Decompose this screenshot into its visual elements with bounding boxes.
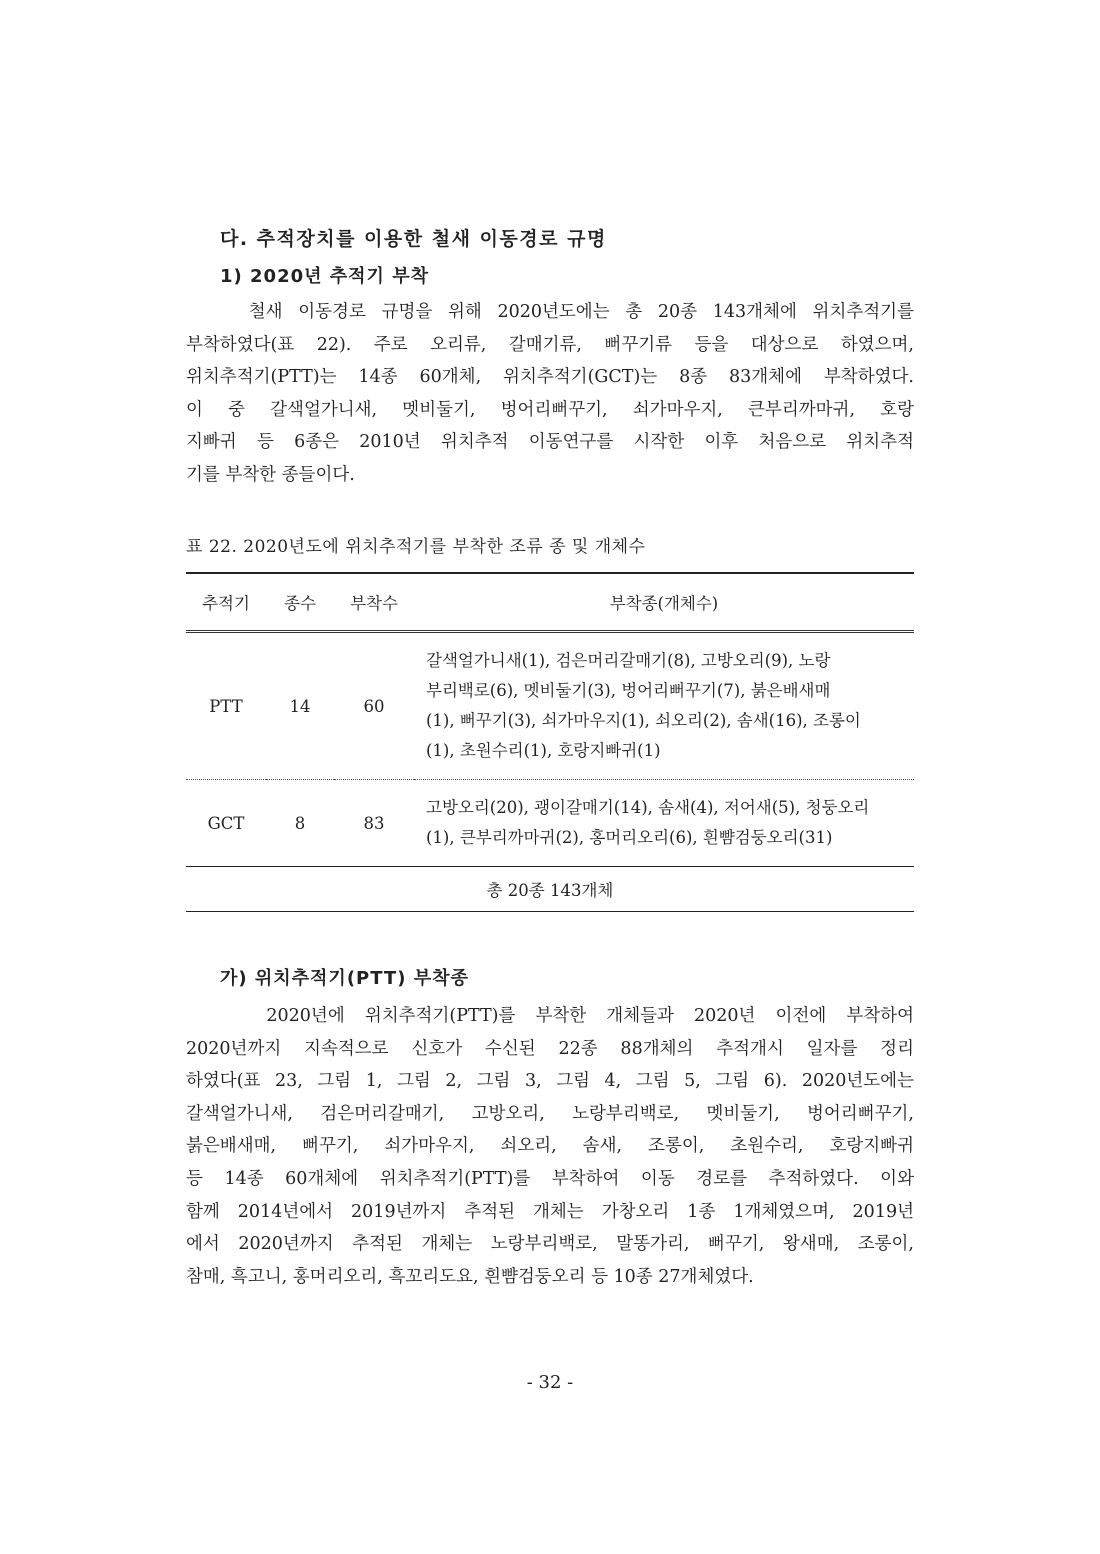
- cell-tracker: PTT: [186, 632, 266, 780]
- header-species-list: 부착종(개체수): [414, 573, 914, 632]
- species-line: (1), 큰부리까마귀(2), 홍머리오리(6), 흰뺨검둥오리(31): [426, 828, 833, 847]
- subsection-heading-2020-tracker: 1) 2020년 추적기 부착: [220, 266, 429, 287]
- paragraph-line: 이 중 갈색얼가니새, 멧비둘기, 벙어리뻐꾸기, 쇠가마우지, 큰부리까마귀, 호랑: [186, 399, 914, 420]
- page-number: - 32 -: [526, 1372, 574, 1393]
- species-line: (1), 뻐꾸기(3), 쇠가마우지(1), 쇠오리(2), 솜새(16), 조롱이: [426, 711, 861, 730]
- header-species-count: 종수: [266, 573, 334, 632]
- tracker-species-table: [186, 572, 914, 912]
- paragraph-line: 갈색얼가니새, 검은머리갈매기, 고방오리, 노랑부리백로, 멧비둘기, 벙어리뻐꾸기,: [186, 1103, 914, 1124]
- table-row: [186, 632, 914, 780]
- paragraph-line: 2020년까지 지속적으로 신호가 수신된 22종 88개체의 추적개시 일자를 정리: [186, 1038, 914, 1059]
- header-tracker: 추적기: [186, 573, 266, 632]
- cell-tracker: GCT: [186, 780, 266, 867]
- species-line: 갈색얼가니새(1), 검은머리갈매기(8), 고방오리(9), 노랑: [426, 651, 831, 670]
- ptt-paragraph: [186, 1000, 914, 1293]
- subsection-heading-ptt: 가) 위치추적기(PTT) 부착종: [220, 968, 469, 989]
- cell-attached-count: 60: [334, 632, 414, 780]
- paragraph-line: 하였다(표 23, 그림 1, 그림 2, 그림 3, 그림 4, 그림 5, 그림 6). 2020년도에는: [186, 1071, 914, 1092]
- paragraph-line: 지빠귀 등 6종은 2010년 위치추적 이동연구를 시작한 이후 처음으로 위치추적: [186, 432, 914, 453]
- paragraph-line: 함께 2014년에서 2019년까지 추적된 개체는 가창오리 1종 1개체였으며, 2019년: [186, 1201, 914, 1222]
- section-heading: 다. 추적장치를 이용한 철새 이동경로 규명: [220, 228, 607, 250]
- paragraph-line: 에서 2020년까지 추적된 개체는 노랑부리백로, 말똥가리, 뻐꾸기, 왕새매, 조롱이,: [186, 1234, 914, 1255]
- paragraph-line: 2020년에 위치추적기(PTT)를 부착한 개체들과 2020년 이전에 부착하여: [186, 1006, 914, 1026]
- cell-attached-count: 83: [334, 780, 414, 867]
- cell-species-count: 14: [266, 632, 334, 780]
- paragraph-line: 등 14종 60개체에 위치추적기(PTT)를 부착하여 이동 경로를 추적하였다. 이와: [186, 1168, 914, 1189]
- paragraph-line: 기를 부착한 종들이다.: [186, 464, 355, 485]
- table-total-row: [186, 867, 914, 912]
- intro-paragraph: [186, 296, 914, 492]
- cell-species-list: [414, 780, 914, 867]
- table-row: [186, 780, 914, 867]
- table-caption: 표 22. 2020년도에 위치추적기를 부착한 조류 종 및 개체수: [186, 537, 646, 557]
- cell-species-list: [414, 632, 914, 780]
- cell-total: 총 20종 143개체: [186, 867, 914, 912]
- table-header-row: [186, 573, 914, 632]
- header-attached-count: 부착수: [334, 573, 414, 632]
- paragraph-line: 철새 이동경로 규명을 위해 2020년도에는 총 20종 143개체에 위치추적기를: [186, 302, 914, 322]
- paragraph-line: 붉은배새매, 뻐꾸기, 쇠가마우지, 쇠오리, 솜새, 조롱이, 초원수리, 호랑지빠귀: [186, 1136, 914, 1157]
- paragraph-line: 부착하였다(표 22). 주로 오리류, 갈매기류, 뻐꾸기류 등을 대상으로 하였으며,: [186, 334, 914, 355]
- species-line: 고방오리(20), 괭이갈매기(14), 솜새(4), 저어새(5), 청둥오리: [426, 798, 870, 817]
- species-line: 부리백로(6), 멧비둘기(3), 벙어리뻐꾸기(7), 붉은배새매: [426, 681, 831, 700]
- paragraph-line: 참매, 흑고니, 홍머리오리, 흑꼬리도요, 흰뺨검둥오리 등 10종 27개체였다.: [186, 1266, 754, 1287]
- paragraph-line: 위치추적기(PTT)는 14종 60개체, 위치추적기(GCT)는 8종 83개체에 부착하였다.: [186, 367, 914, 388]
- cell-species-count: 8: [266, 780, 334, 867]
- species-line: (1), 초원수리(1), 호랑지빠귀(1): [426, 741, 661, 760]
